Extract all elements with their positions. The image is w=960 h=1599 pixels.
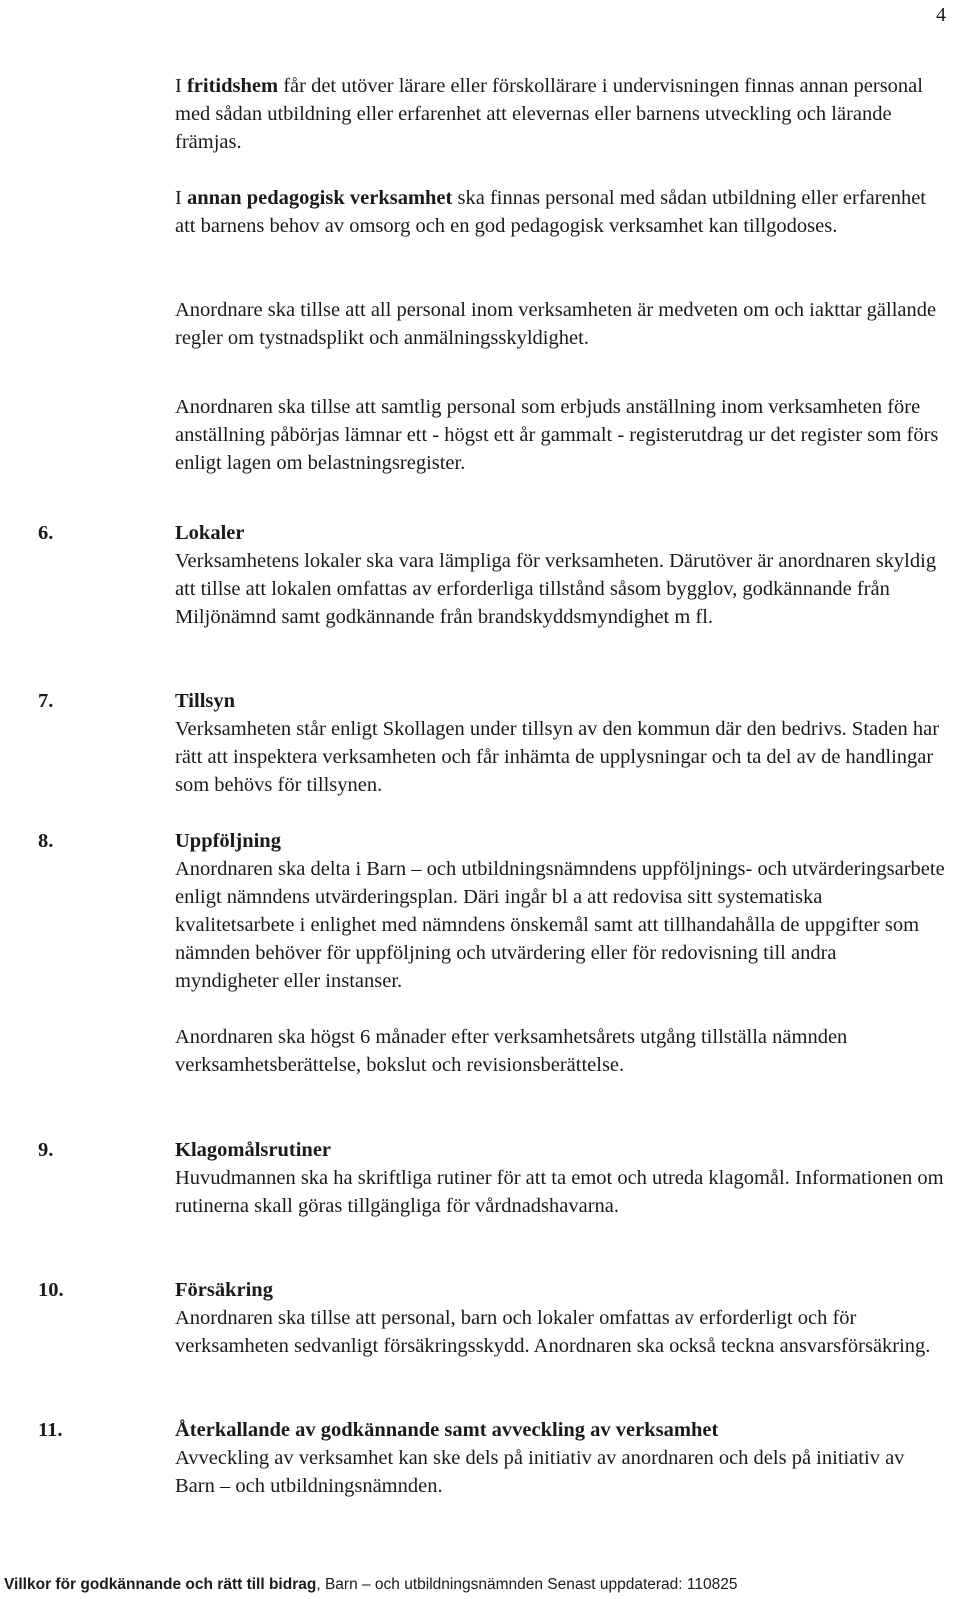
section-klagomalsrutiner [175,1136,945,1220]
page-number: 4 [936,4,946,26]
paragraph-tystnadsplikt: Anordnare ska tillse att all personal inom verksamheten är medveten om och iakttar gällande regler om tystnadsplikt och anmälningsskyldighet. [175,299,937,349]
section-body: Anordnaren ska delta i Barn – och utbildningsnämndens uppföljnings- och utvärderingsarbete enligt nämndens utvärderingsplan. Däri ingår bl a att redovisa sitt systematiska kvalitetsarbete i enlighet med nämndens önskemål samt att tillhandahålla de uppgifter som nämnden behöver för uppföljning och utvärdering eller för redovisning till andra myndigheter eller instanser. [175,858,945,992]
section-number: 11. [38,1419,63,1441]
paragraph-text: ska finnas personal med sådan utbildning eller erfarenhet att barnens behov av omsorg och en god pedagogisk verksamhet kan tillgodoses. [175,187,926,237]
section-title: Tillsyn [175,690,236,712]
section-number: 9. [38,1139,54,1161]
section-number: 8. [38,830,54,852]
footer-text: , Barn – och utbildningsnämnden Senast uppdaterad: 110825 [316,1576,738,1593]
section-number: 10. [38,1279,64,1301]
section-aterkallande [175,1416,945,1500]
section-body: Verksamhetens lokaler ska vara lämpliga för verksamheten. Därutöver är anordnaren skyldig att tillse att lokalen omfattas av erforderliga tillstånd såsom bygglov, godkännande från Miljönämnd samt godkännande från brandskyddsmyndighet m fl. [175,550,937,628]
section-title: Klagomålsrutiner [175,1139,332,1161]
section-title: Uppföljning [175,830,281,852]
paragraph-annan-verksamhet [175,184,945,240]
paragraph-prefix: I [175,75,187,97]
section-title: Återkallande av godkännande samt avveckling av verksamhet [175,1419,719,1441]
section-tillsyn [175,687,945,799]
section-body: Avveckling av verksamhet kan ske dels på initiativ av anordnaren och dels på initiativ av Barn – och utbildningsnämnden. [175,1447,905,1497]
paragraph-prefix: I [175,187,187,209]
bold-term: fritidshem [186,75,279,97]
section-lokaler [175,519,945,631]
section-body: Anordnaren ska tillse att personal, barn och lokaler omfattas av erforderligt och för verksamheten sedvanligt försäkringsskydd. Anordnaren ska också teckna ansvarsförsäkring. [175,1307,931,1357]
section-title: Lokaler [175,522,245,544]
page-footer [4,1576,737,1594]
paragraph-fritidshem [175,72,945,156]
footer-title: Villkor för godkännande och rätt till bidrag [4,1576,317,1593]
section-body: Huvudmannen ska ha skriftliga rutiner för att ta emot och utreda klagomål. Informationen om rutinerna skall göras tillgängliga för vårdnadshavarna. [175,1167,944,1217]
section-number: 7. [38,690,54,712]
section-uppfoljning [175,827,945,995]
bold-term: annan pedagogisk verksamhet [186,187,453,209]
section-body: Verksamheten står enligt Skollagen under tillsyn av den kommun där den bedrivs. Staden har rätt att inspektera verksamheten och får inhämta de upplysningar och ta del av de handlingar som behövs för tillsynen. [175,718,940,796]
section-forsakring [175,1276,945,1360]
section-title: Försäkring [175,1279,273,1301]
section-uppfoljning-paragraph-2: Anordnaren ska högst 6 månader efter verksamhetsårets utgång tillställa nämnden verksamhetsberättelse, bokslut och revisionsberättelse. [175,1026,848,1076]
section-number: 6. [38,522,54,544]
paragraph-text: får det utöver lärare eller förskollärare i undervisningen finnas annan personal med sådan utbildning eller erfarenhet att elevernas eller barnens utveckling och lärande främjas. [175,75,923,153]
paragraph-registerutdrag: Anordnaren ska tillse att samtlig personal som erbjuds anställning inom verksamheten före anställning påbörjas lämnar ett - högst ett år gammalt - registerutdrag ur det register som förs enligt lagen om belastningsregister. [175,396,939,474]
